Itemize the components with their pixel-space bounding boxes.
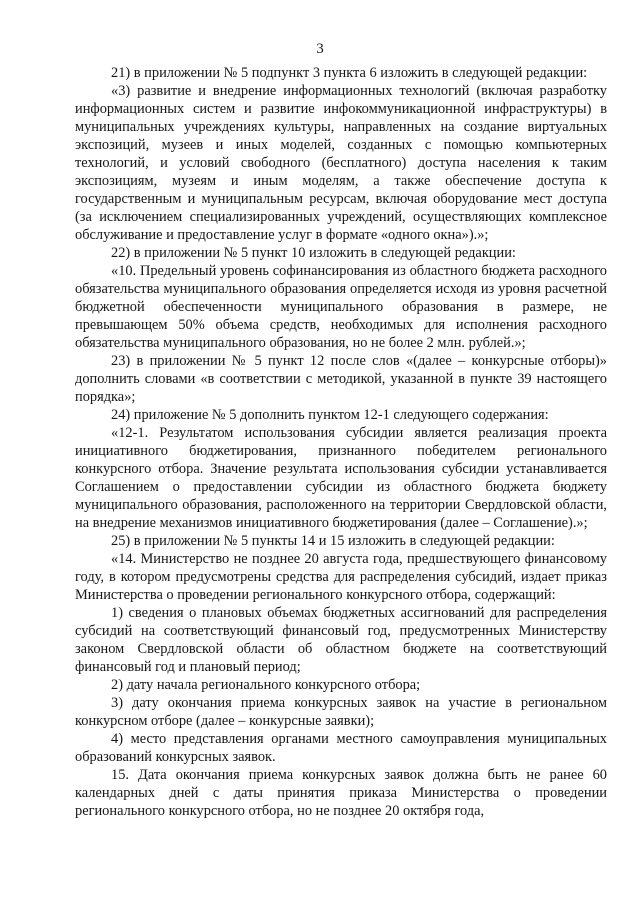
paragraph-subitem-3: 3) дату окончания приема конкурсных заявок на участие в региональном конкурсном отборе (далее – конкурсные заявки); xyxy=(75,695,607,729)
paragraph-item-25: 25) в приложении № 5 пункты 14 и 15 изложить в следующей редакции: xyxy=(111,533,555,549)
paragraph-item-22: 22) в приложении № 5 пункт 10 изложить в следующей редакции: xyxy=(111,245,516,261)
paragraph-point-15: 15. Дата окончания приема конкурсных заявок должна быть не ранее 60 календарных дней с даты принятия приказа Министерства о проведении регионального конкурсного отбора, но не позднее 20 октября года, xyxy=(75,767,607,819)
paragraph-item-24: 24) приложение № 5 дополнить пунктом 12-1 следующего содержания: xyxy=(111,407,549,423)
paragraph-quote-subitem-3: «3) развитие и внедрение информационных технологий (включая разработку информационных систем и развитие инфокоммуникационной инфраструктуры) в муниципальных учреждениях культуры, направленных на создание виртуальных экспозиций, музеев и иных моделей, созданных с помощью компьютерных технологий, и условий свободного (бесплатного) доступа населения к таким экспозициям, музеям и иным моделям, а также обеспечение доступа к государственным и муниципальным ресурсам, включая оборудование мест доступа (за исключением специализированных учреждений, осуществляющих комплексное обслуживание и предоставление услуг в формате «одного окна»).»; xyxy=(75,83,607,243)
paragraph-quote-point-10: «10. Предельный уровень софинансирования из областного бюджета расходного обязательства муниципального образования определяется исходя из уровня расчетной бюджетной обеспеченности муниципального образования в размере, не превышающем 50% объема средств, необходимых для исполнения расходного обязательства муниципального образования, но не более 2 млн. рублей.»; xyxy=(75,263,607,351)
document-body xyxy=(75,64,607,820)
paragraph-subitem-1: 1) сведения о плановых объемах бюджетных ассигнований для распределения субсидий на соответствующий финансовый год, предусмотренных Министерству законом Свердловской области об областном бюджете на соответствующий финансовый год и плановый период; xyxy=(75,605,607,675)
paragraph-subitem-2: 2) дату начала регионального конкурсного отбора; xyxy=(111,677,421,693)
paragraph-quote-point-14: «14. Министерство не позднее 20 августа года, предшествующего финансовому году, в котором предусмотрены средства для распределения субсидий, издает приказ Министерства о проведении регионального конкурсного отбора, содержащий: xyxy=(75,551,607,603)
paragraph-item-23: 23) в приложении № 5 пункт 12 после слов «(далее – конкурсные отборы)» дополнить словами «в соответствии с методикой, указанной в пункте 39 настоящего порядка»; xyxy=(75,353,607,405)
paragraph-quote-point-12-1: «12-1. Результатом использования субсидии является реализация проекта инициативного бюджетирования, признанного победителем регионального конкурсного отбора. Значение результата использования субсидии устанавливается Соглашением о предоставлении субсидии из областного бюджета бюджету муниципального образования, расположенного на территории Свердловской области, на внедрение механизмов инициативного бюджетирования (далее – Соглашение).»; xyxy=(75,425,607,531)
paragraph-subitem-4: 4) место представления органами местного самоуправления муниципальных образований конкурсных заявок. xyxy=(75,731,607,765)
page-number: 3 xyxy=(316,41,324,57)
paragraph-item-21: 21) в приложении № 5 подпункт 3 пункта 6 изложить в следующей редакции: xyxy=(111,65,588,81)
